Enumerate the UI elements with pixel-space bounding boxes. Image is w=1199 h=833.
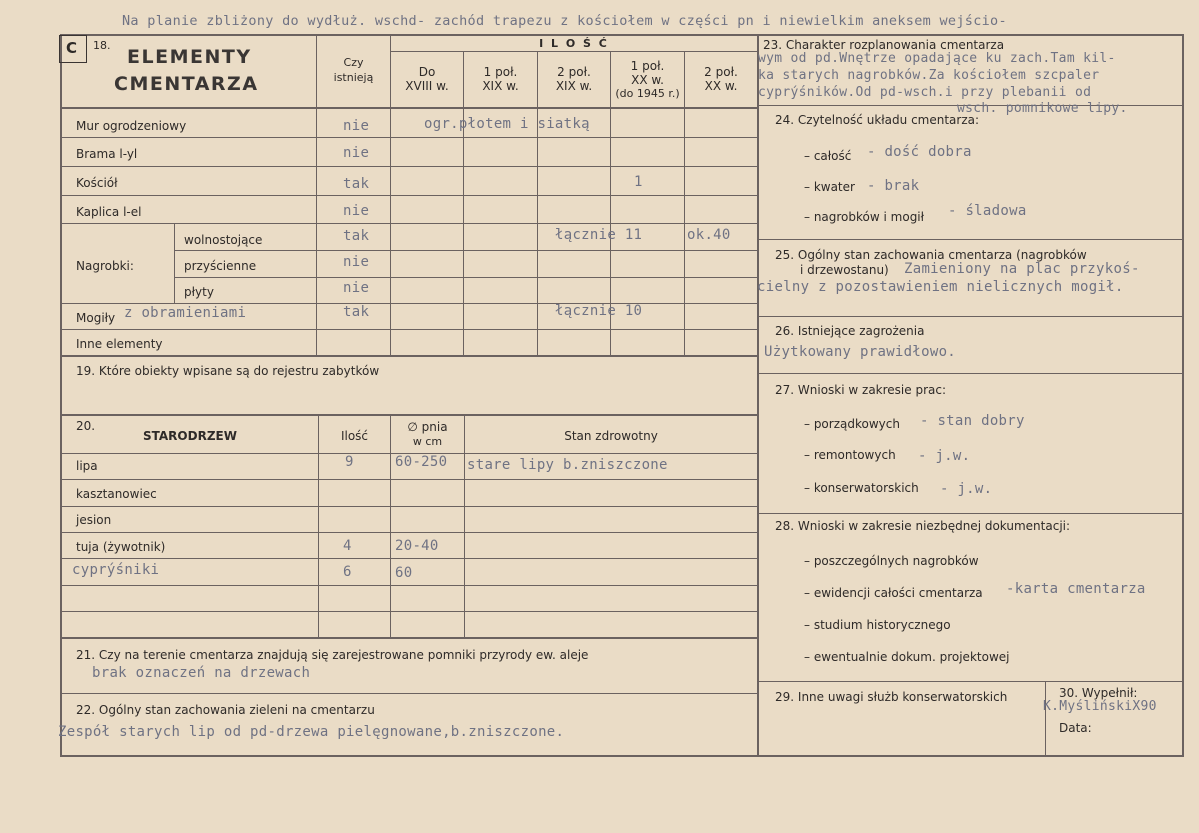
section-23-line[interactable]: ka starych nagrobków.Za kościołem szcpaler [758,68,1100,83]
tree-health[interactable]: stare lipy b.zniszczone [467,457,668,473]
plyty-exists[interactable]: nie [343,280,370,296]
section-28-item-value[interactable]: -karta cmentarza [1006,581,1146,597]
col-period-4c: (do 1945 r.) [615,87,680,100]
mogily-total[interactable]: łącznie 10 [555,303,643,319]
col-period-5b: XX w. [704,79,738,93]
section-29-label: 29. Inne uwagi służb konserwatorskich [775,690,1008,704]
kaplica-exists[interactable]: nie [343,203,370,219]
section-26-value[interactable]: Użytkowany prawidłowo. [764,344,957,360]
wolnostojace-total[interactable]: łącznie 11 [555,227,643,243]
col-period-5a: 2 poł. [704,65,738,79]
top-note: Na planie zbliżony do wydłuż. wschd- zachód trapezu z kościołem w części pn i niewielkim aneksem wejścio- [122,13,1007,29]
col-period-3a: 2 poł. [557,65,591,79]
section-27-item-value[interactable]: - j.w. [918,448,971,464]
row-mur: Mur ogrodzeniowy [76,119,187,133]
section-27-item-value[interactable]: - stan dobry [920,413,1025,429]
section-20-title: STARODRZEW [143,429,237,443]
typed-tree-name[interactable]: cyprýśniki [72,562,160,578]
section-27-label: 27. Wnioski w zakresie prac: [775,383,947,397]
section-24-item-value[interactable]: - dość dobra [867,144,972,160]
section-26-label: 26. Istniejące zagrożenia [775,324,925,338]
tree-name: kasztanowiec [76,487,157,501]
tree-name: lipa [76,459,98,473]
col-period-2b: XIX w. [482,79,519,93]
tree-diam[interactable]: 20-40 [395,538,439,554]
row-kaplica: Kaplica l-el [76,205,142,219]
row-przyscienne: przyścienne [184,259,257,273]
row-inne: Inne elementy [76,337,163,351]
section-30-label: 30. Wypełnił: [1059,686,1138,700]
section-23-line[interactable]: cyprýśników.Od pd-wsch.i przy plebanii od [758,85,1092,100]
col-count: Ilość [340,429,369,443]
section-30-value[interactable]: K.MyślińskiX90 [1043,699,1157,714]
section-28-label: 28. Wnioski w zakresie niezbędnej dokumentacji: [775,519,1071,533]
col-exists-2: istnieją [333,71,374,84]
col-diam-1: ∅ pnia [407,420,448,434]
wolnostojace-xx[interactable]: ok.40 [687,227,731,243]
section-27-item-label: – porządkowych [804,417,900,431]
col-period-2a: 1 poł. [483,65,518,79]
col-period-1b: XVIII w. [405,79,449,93]
section-27-item-label: – remontowych [804,448,896,462]
col-period-3b: XIX w. [555,79,593,93]
section-21-label: 21. Czy na terenie cmentarza znajdują się zarejestrowane pomniki przyrody ew. aleje [76,648,589,662]
section-24-item-value[interactable]: - brak [867,178,920,194]
section-letter: C [66,39,78,57]
section-23-line[interactable]: wym od pd.Wnętrze opadające ku zach.Tam kil- [758,51,1116,66]
kosciol-count[interactable]: 1 [634,174,643,190]
section-23-line[interactable]: wsch. pomnikowe lipy. [957,101,1128,116]
section-21-value[interactable]: brak oznaczeń na drzewach [92,665,311,681]
mogily-note[interactable]: z obramieniami [124,305,247,321]
col-exists-1: Czy [343,56,364,69]
col-diam-2: w cm [412,435,443,448]
col-health: Stan zdrowotny [564,429,658,443]
row-mogily: Mogiły [76,311,116,325]
row-plyty: płyty [184,285,214,299]
row-kosciol: Kościół [76,176,118,190]
section-22-label: 22. Ogólny stan zachowania zieleni na cmentarzu [76,703,375,717]
section-28-item-label: – ewentualnie dokum. projektowej [804,650,1010,664]
typed-tree-diam[interactable]: 60 [395,565,413,581]
tree-name: jesion [76,513,112,527]
section-24-item-label: – kwater [804,180,855,194]
typed-tree-count[interactable]: 6 [343,564,352,580]
section-24-item-value[interactable]: - śladowa [948,203,1027,219]
section-24-item-label: – całość [804,149,852,163]
brama-exists[interactable]: nie [343,145,370,161]
section-18-number: 18. [93,39,111,52]
mur-note[interactable]: ogr.płotem i siatką [424,116,590,132]
section-28-item-label: – poszczególnych nagrobków [804,554,979,568]
col-quantity: I L O Ś Ć [539,37,609,50]
kosciol-exists[interactable]: tak [343,176,370,192]
section-24-item-label: – nagrobków i mogił [804,210,925,224]
tree-count[interactable]: 4 [343,538,352,554]
section-22-value[interactable]: Zespół starych lip od pd-drzewa pielęgnowane,b.zniszczone. [58,724,565,740]
section-25-value-2[interactable]: cielny z pozostawieniem nielicznych mogił. [757,279,1124,295]
section-25-value-1[interactable]: Zamieniony na plac przykoś- [904,261,1140,277]
section-27-item-value[interactable]: - j.w. [940,481,993,497]
przyscienne-exists[interactable]: nie [343,254,370,270]
section-24-label: 24. Czytelność układu cmentarza: [775,113,980,127]
row-brama: Brama l-yl [76,147,138,161]
col-period-4a: 1 poł. [630,59,665,73]
section-28-item-label: – ewidencji całości cmentarza [804,586,983,600]
section-30-date-label: Data: [1059,721,1092,735]
section-20-number: 20. [76,419,96,433]
section-27-item-label: – konserwatorskich [804,481,919,495]
wolnostojace-exists[interactable]: tak [343,228,370,244]
section-18-title-1: ELEMENTY [127,46,252,68]
col-period-4b: XX w. [631,73,664,87]
section-28-item-label: – studium historycznego [804,618,951,632]
tree-name: tuja (żywotnik) [76,540,166,554]
row-wolnostojace: wolnostojące [184,233,263,247]
row-nagrobki: Nagrobki: [76,259,134,273]
mur-exists[interactable]: nie [343,118,370,134]
section-25-label-1: 25. Ogólny stan zachowania cmentarza (nagrobków [775,248,1087,262]
mogily-exists[interactable]: tak [343,304,370,320]
tree-count[interactable]: 9 [345,454,354,470]
section-25-label-2: i drzewostanu) [800,263,889,277]
col-period-1a: Do [418,65,436,79]
section-18-title-2: CMENTARZA [114,73,259,95]
tree-diam[interactable]: 60-250 [395,454,448,470]
section-23-label: 23. Charakter rozplanowania cmentarza [763,38,1005,52]
section-19-label: 19. Które obiekty wpisane są do rejestru zabytków [76,364,380,378]
